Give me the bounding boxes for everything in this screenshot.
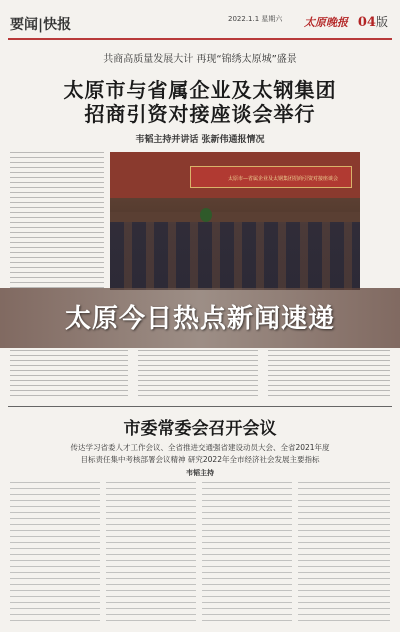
article2-text-column xyxy=(298,482,390,622)
article2-kicker: 目标责任集中考核部署会议精神 研究2022年全市经济社会发展主要指标 xyxy=(80,455,320,464)
article1-text-column xyxy=(138,350,258,400)
paper-logo: 太原晚报 xyxy=(304,16,348,29)
article1-text-column xyxy=(10,152,104,292)
page-number: 04版 xyxy=(357,15,388,30)
article1-text-column xyxy=(268,350,390,400)
issue-date: 2022.1.1 星期六 xyxy=(228,15,283,23)
article2-byline: 韦韬主持 xyxy=(186,469,214,477)
section-label: 要闻|快报 xyxy=(10,17,72,33)
article2-text-column xyxy=(106,482,196,622)
article2-text-column xyxy=(202,482,292,622)
masthead xyxy=(8,10,392,40)
article2-headline: 市委常委会召开会议 xyxy=(123,419,277,439)
article1-kicker: 共商高质量发展大计 再现“锦绣太原城”盛景 xyxy=(103,54,297,65)
article2-kicker: 传达学习省委人才工作会议、全省推进交通强省建设动员大会、全省2021年度 xyxy=(70,443,330,452)
photo-banner-text: 太原市—省属企业及太钢集团招商引资对接座谈会 xyxy=(228,176,339,182)
article1-byline: 韦韬主持并讲话 张新伟通报情况 xyxy=(135,135,265,145)
article1-text-column xyxy=(10,350,128,400)
meeting-photo xyxy=(110,152,360,290)
overlay-title: 太原今日热点新闻速递 xyxy=(64,304,335,334)
article2-text-column xyxy=(10,482,100,622)
section-divider xyxy=(8,406,392,407)
article1-headline: 太原市与省属企业及太钢集团 招商引资对接座谈会举行 xyxy=(63,78,337,126)
